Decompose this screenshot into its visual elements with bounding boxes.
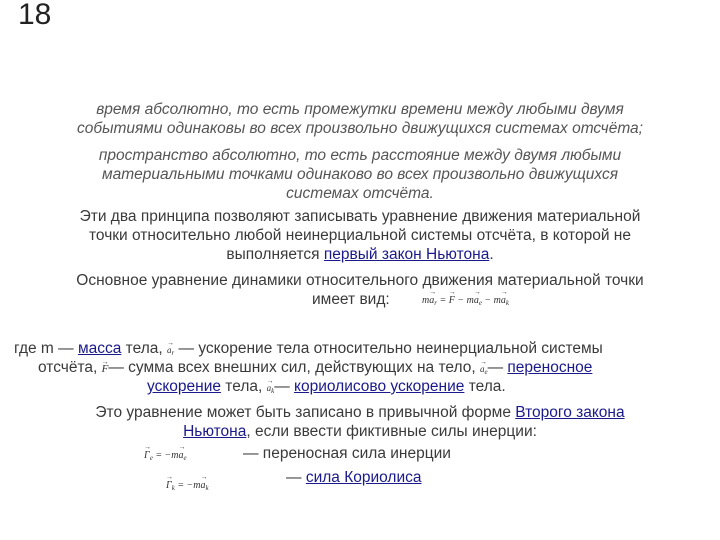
where-line-3-dash: — [274,378,295,395]
where-line-2-start: отсчёта, [38,359,102,376]
time-principle-line-2: событиями одинаковы во всех произвольно движущихся системах отсчёта; [77,120,643,137]
second-law-link-1[interactable]: Второго закона [515,404,625,421]
second-law-line-1-text: Это уравнение может быть записано в привычной форме [95,404,516,421]
where-line-2-dash: — [487,359,508,376]
basic-equation-line-1: Основное уравнение динамики относительного движения материальной точки [76,272,644,289]
second-law-link-2[interactable]: Ньютона [183,423,247,440]
transport-accel-link-1[interactable]: переносное [507,359,593,376]
intro-line-1: Эти два принципа позволяют записывать уравнение движения материальной [79,208,641,225]
first-law-link[interactable]: первый закон Ньютона [323,246,490,263]
where-line-1-start: где m — [14,340,78,357]
transport-inertia-label: — переносная сила инерции [243,445,451,462]
where-line-1-end: — ускорение тела относительно неинерциальной системы [178,340,603,357]
coriolis-inertia-formula: → $\Gamma_k = -m\to a_k$ [166,480,209,492]
intro-line-3 [0,245,720,264]
coriolis-accel-link[interactable]: кориолисово ускорение [294,378,465,395]
relative-accel-symbol: → $a_r$ [167,345,174,355]
second-law-line-1 [0,403,720,422]
second-law-line-2-text: , если ввести фиктивные силы инерции: [246,423,537,440]
basic-equation-line-2: имеет вид: [312,291,390,308]
force-symbol: → F [102,363,109,375]
intro-line-3-text: выполняется [226,246,324,263]
intro-line-2: точки относительно любой неинерциальной системы отсчёта, в которой не [89,227,631,244]
where-line-2-mid: — сумма всех внешних сил, действующих на тело, [108,359,480,376]
space-principle-line-1: пространство абсолютно, то есть расстояние между двумя любыми [98,147,622,164]
time-principle [0,100,720,138]
transport-inertia-formula: → $\Gamma_e = -m\to a_e$ [144,450,187,462]
intro-paragraph [0,207,720,264]
where-line-3-mid: тела, [220,378,267,395]
slide-number: 18 [18,0,52,31]
coriolis-accel-symbol: → $a_k$ [267,383,275,393]
mass-link[interactable]: масса [77,340,122,357]
coriolis-force-link[interactable]: сила Кориолиса [305,469,422,486]
where-line-3 [147,377,707,401]
second-law-line-2 [0,422,720,441]
transport-accel-symbol: → $a_e$ [480,364,488,374]
coriolis-inertia-label [286,468,421,487]
space-principle-line-3: системах отсчёта. [286,185,434,202]
space-principle-line-2: материальными точками одинаково во всех произвольно движущихся [101,166,619,183]
space-principle [0,146,720,203]
transport-accel-link-2[interactable]: ускорение [147,378,221,395]
time-principle-line-1: время абсолютно, то есть промежутки времени между любыми двумя [96,101,624,118]
basic-equation-formula: $m\to a_r$ = → $F - m\to a_e - m\to a_k$ [422,295,509,307]
intro-line-3-end: . [489,246,494,263]
coriolis-inertia-dash: — [286,469,306,486]
where-line-1-mid: тела, [121,340,167,357]
where-line-3-end: тела. [464,378,506,395]
